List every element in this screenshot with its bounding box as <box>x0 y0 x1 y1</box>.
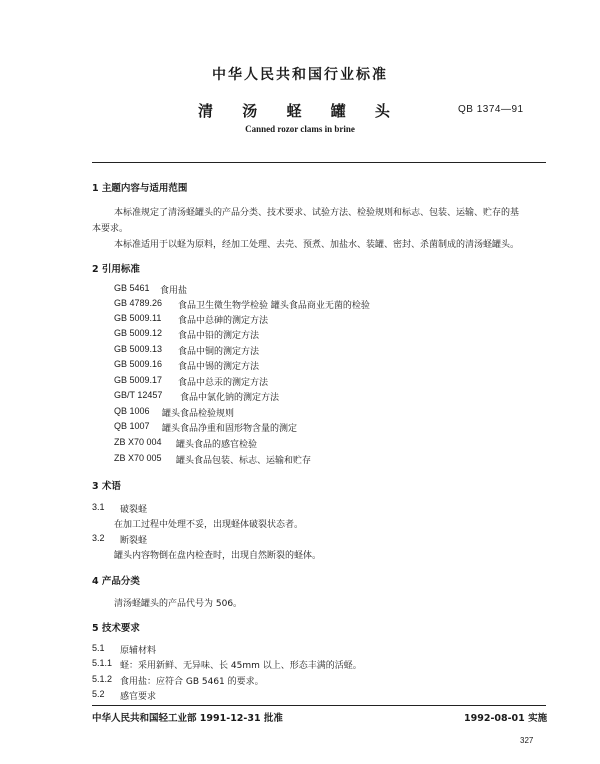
ref-name: 食品卫生微生物学检验 罐头食品商业无菌的检验 <box>178 301 370 311</box>
ref-code: ZB X70 005 <box>114 453 162 463</box>
ref-code: ZB X70 004 <box>114 437 162 447</box>
standard-code: QB 1374—91 <box>458 104 524 115</box>
section-1-para2: 本标准适用于以蛏为原料，经加工处理、去壳、预煮、加盐水、装罐、密封、杀菌制成的清汤蛏罐头。 <box>114 240 520 250</box>
ref-code: QB 1007 <box>114 421 150 431</box>
ref-name: 罐头食品检验规则 <box>162 409 235 419</box>
item-5-1-1-number: 5.1.1 <box>92 658 113 668</box>
section-1-para1-line1: 本标准规定了清汤蛏罐头的产品分类、技术要求、试验方法、检验规则和标志、包装、运输、贮存的基 <box>114 208 520 218</box>
ref-code: GB/T 12457 <box>114 390 163 400</box>
ref-name: 罐头食品净重和固形物含量的测定 <box>162 424 298 434</box>
term-2-definition: 罐头内容物倒在盘内检查时，出现自然断裂的蛏体。 <box>114 551 322 561</box>
section-2-heading: 2 引用标准 <box>92 264 140 275</box>
section-1-para1-line2: 本要求。 <box>92 224 129 234</box>
header-divider <box>92 162 546 163</box>
issued-by: 中华人民共和国轻工业部 1991-12-31 批准 <box>92 713 283 724</box>
term-2-number: 3.2 <box>92 533 105 543</box>
item-5-2-text: 感官要求 <box>120 692 157 702</box>
english-title: Canned rozor clams in brine <box>245 124 355 134</box>
ref-name: 食品中铜的测定方法 <box>178 347 260 357</box>
section-5-heading: 5 技术要求 <box>92 623 140 634</box>
ref-code: GB 5009.11 <box>114 313 162 323</box>
ref-name: 罐头食品的感官检验 <box>176 440 258 450</box>
ref-code: GB 5009.17 <box>114 375 163 385</box>
term-1-number: 3.1 <box>92 502 105 512</box>
ref-code: GB 5461 <box>114 283 150 293</box>
ref-code: QB 1006 <box>114 406 150 416</box>
footer-divider <box>92 705 546 706</box>
term-2-name: 断裂蛏 <box>120 536 148 546</box>
page-number: 327 <box>520 736 534 745</box>
section-3-heading: 3 术语 <box>92 481 121 492</box>
section-4-text: 清汤蛏罐头的产品代号为 506。 <box>114 599 243 609</box>
ref-code: GB 5009.16 <box>114 359 163 369</box>
term-1-definition: 在加工过程中处理不妥，出现蛏体破裂状态者。 <box>114 520 304 530</box>
item-5-1-2-text: 食用盐：应符合 GB 5461 的要求。 <box>120 677 264 687</box>
ref-code: GB 4789.26 <box>114 298 163 308</box>
implementation-date: 1992-08-01 实施 <box>464 713 548 724</box>
item-5-1-text: 原辅材料 <box>120 646 157 656</box>
standard-body-header: 中华人民共和国行业标准 <box>212 67 388 83</box>
ref-code: GB 5009.12 <box>114 328 163 338</box>
ref-name: 食品中总砷的测定方法 <box>178 316 269 326</box>
term-1-name: 破裂蛏 <box>120 505 148 515</box>
ref-name: 食品中氯化钠的测定方法 <box>180 393 280 403</box>
item-5-1-number: 5.1 <box>92 643 105 653</box>
item-5-1-2-number: 5.1.2 <box>92 674 113 684</box>
section-4-heading: 4 产品分类 <box>92 576 140 587</box>
item-5-1-1-text: 蛏：采用新鲜、无异味、长 45mm 以上、形态丰满的活蛏。 <box>120 661 362 671</box>
ref-name: 食品中铅的测定方法 <box>178 331 260 341</box>
document-title: 清 汤 蛏 罐 头 <box>198 102 402 120</box>
ref-name: 食品中总汞的测定方法 <box>178 378 269 388</box>
ref-name: 罐头食品包装、标志、运输和贮存 <box>176 456 312 466</box>
ref-name: 食品中锡的测定方法 <box>178 362 260 372</box>
item-5-2-number: 5.2 <box>92 689 105 699</box>
ref-name: 食用盐 <box>160 286 188 296</box>
ref-code: GB 5009.13 <box>114 344 163 354</box>
section-1-heading: 1 主题内容与适用范围 <box>92 183 188 194</box>
